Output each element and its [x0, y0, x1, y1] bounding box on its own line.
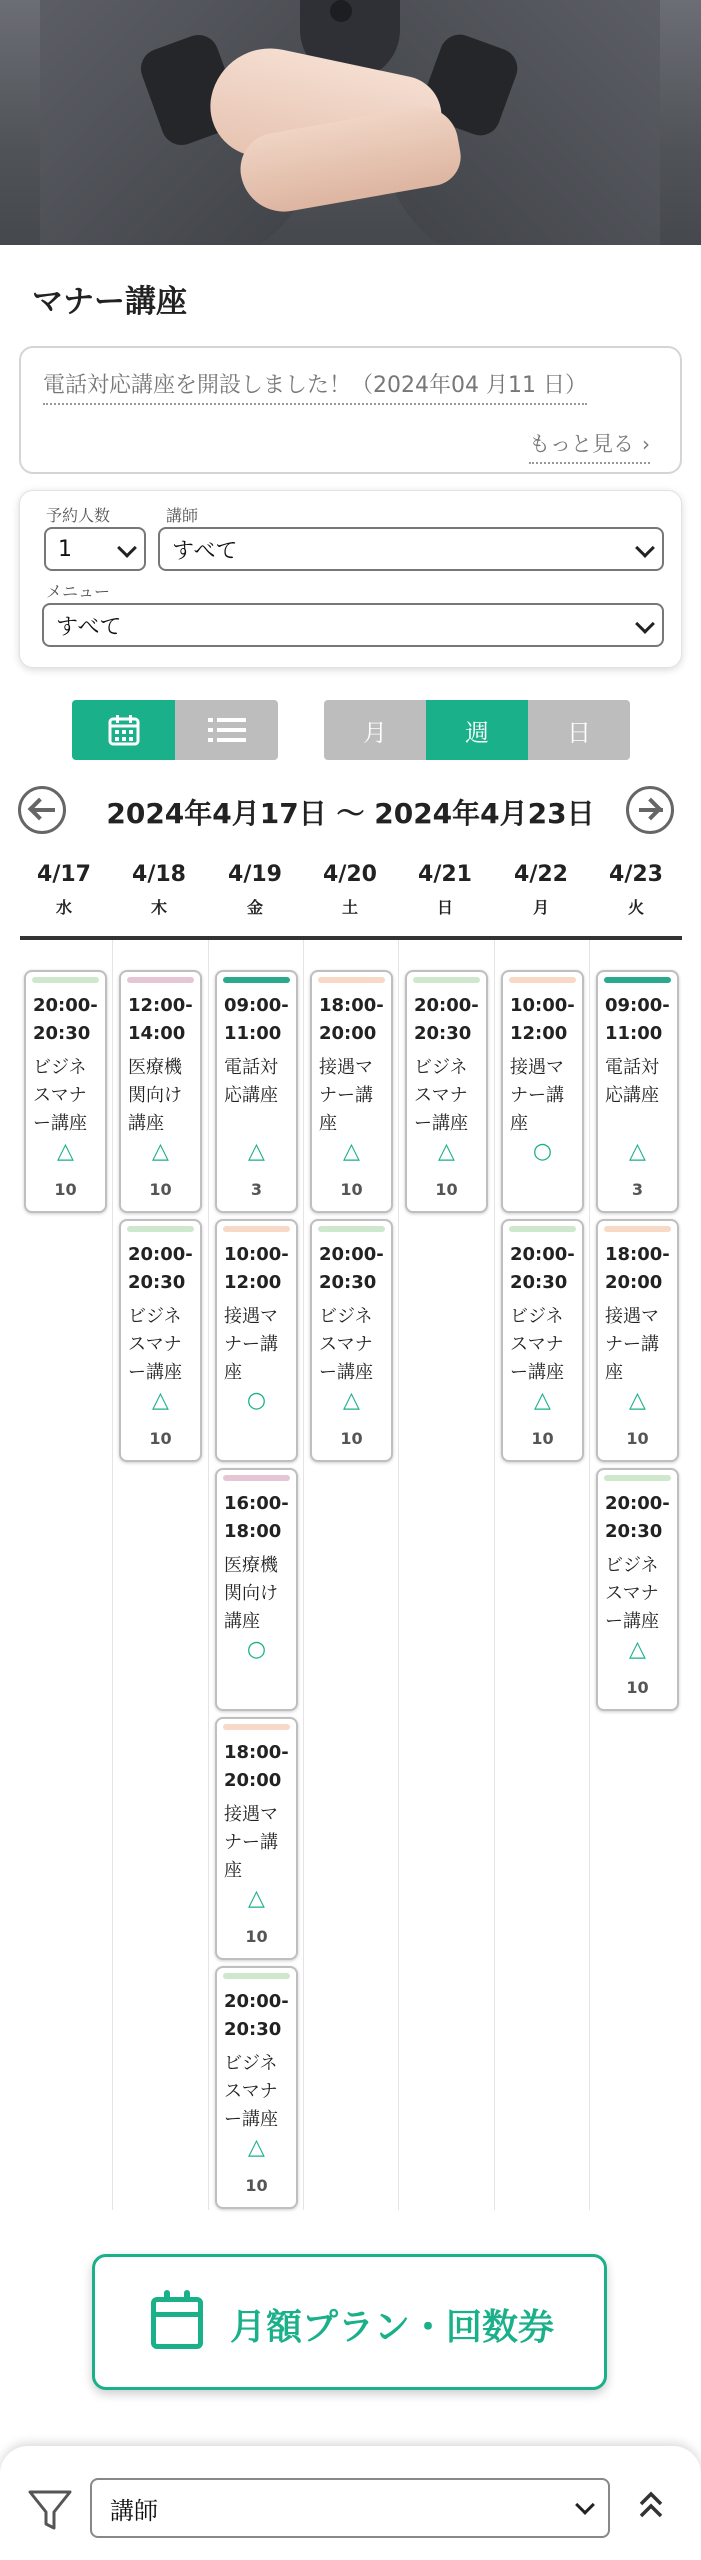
instructor-select-value: すべて: [172, 538, 238, 564]
day-date: 4/21: [418, 862, 472, 887]
availability-status: △: [343, 1139, 360, 1164]
slot-name: ビジネスマナー講座: [605, 1555, 659, 1632]
day-date: 4/17: [37, 862, 91, 887]
availability-status: △: [534, 1388, 551, 1413]
week-range: 2024年4月17日 〜 2024年4月23日: [106, 797, 595, 830]
day-weekday: 木: [150, 898, 167, 917]
remaining-count: 10: [340, 1180, 363, 1199]
monthly-plan-label: 月額プラン・回数券: [230, 2307, 555, 2348]
lesson-slot[interactable]: [215, 1966, 298, 2209]
day-weekday: 日: [436, 898, 453, 917]
lesson-slot[interactable]: [310, 1219, 393, 1462]
lesson-slot[interactable]: [24, 970, 107, 1213]
chevron-right-icon: ›: [642, 432, 650, 456]
slot-name: 接遇マナー講座: [605, 1306, 659, 1383]
slot-time: 10:00- 12:00: [510, 995, 575, 1044]
availability-status: △: [248, 2135, 265, 2160]
lesson-slot[interactable]: [596, 970, 679, 1213]
remaining-count: 10: [435, 1180, 458, 1199]
bottom-instructor-value: 講師: [110, 2496, 158, 2525]
category-bar: [127, 977, 194, 983]
day-weekday: 金: [246, 898, 263, 917]
lesson-slot[interactable]: [596, 1219, 679, 1462]
page-title: マナー講座: [32, 284, 187, 320]
lesson-slot[interactable]: [215, 1717, 298, 1960]
tab-week[interactable]: 週: [426, 700, 528, 760]
chevron-down-icon: [635, 614, 655, 634]
people-select-value: 1: [58, 536, 72, 562]
slot-name: ビジネスマナー講座: [319, 1306, 373, 1383]
calendar-icon: [107, 713, 141, 747]
people-label: 予約人数: [46, 506, 111, 525]
availability-status: ○: [532, 1139, 553, 1164]
chevron-down-icon: [117, 538, 137, 558]
arrow-right-head: [640, 798, 663, 821]
slot-name: ビジネスマナー講座: [414, 1057, 468, 1134]
day-header: [398, 862, 492, 918]
lesson-slot[interactable]: [119, 1219, 202, 1462]
remaining-count: 10: [54, 1180, 77, 1199]
lesson-slot[interactable]: [501, 1219, 584, 1462]
remaining-count: 10: [245, 2176, 268, 2195]
category-bar: [604, 1475, 671, 1481]
slot-time: 20:00- 20:30: [510, 1244, 575, 1293]
availability-status: △: [629, 1637, 646, 1662]
remaining-count: 10: [626, 1429, 649, 1448]
day-date: 4/23: [609, 862, 663, 887]
slot-time: 20:00- 20:30: [33, 995, 98, 1044]
slot-name: 電話対応講座: [605, 1057, 659, 1106]
day-header: [17, 862, 111, 918]
more-link-label: もっと見る: [529, 432, 634, 456]
slot-time: 18:00- 20:00: [224, 1742, 289, 1791]
day-header: [303, 862, 397, 918]
instructor-label: 講師: [166, 506, 199, 525]
category-bar: [223, 1973, 290, 1979]
menu-select-value: すべて: [56, 614, 122, 640]
category-bar: [127, 1226, 194, 1232]
list-icon: [208, 716, 246, 744]
column-divider: [208, 940, 209, 2210]
availability-status: ○: [246, 1388, 267, 1413]
category-bar: [413, 977, 480, 983]
availability-status: △: [152, 1388, 169, 1413]
day-date: 4/18: [132, 862, 186, 887]
slot-time: 10:00- 12:00: [224, 1244, 289, 1293]
double-chevron-up-icon[interactable]: [636, 2486, 666, 2526]
day-date: 4/20: [323, 862, 377, 887]
slot-name: ビジネスマナー講座: [33, 1057, 87, 1134]
column-divider: [398, 940, 399, 2210]
filter-panel: [19, 490, 682, 668]
menu-select[interactable]: [42, 603, 664, 647]
more-link[interactable]: [529, 428, 650, 464]
day-weekday: 火: [627, 898, 644, 917]
chevron-down-icon: [635, 538, 655, 558]
slot-name: 接遇マナー講座: [319, 1057, 373, 1134]
slot-time: 20:00- 20:30: [128, 1244, 193, 1293]
calendar-icon: [151, 2297, 203, 2349]
lesson-slot[interactable]: [310, 970, 393, 1213]
category-bar: [509, 1226, 576, 1232]
bottom-instructor-select[interactable]: [90, 2478, 610, 2538]
bottom-filter-bar: [0, 2446, 701, 2560]
tab-day[interactable]: 日: [528, 700, 630, 760]
column-divider: [303, 940, 304, 2210]
day-header: [494, 862, 588, 918]
calendar-view-button[interactable]: [72, 700, 175, 760]
news-box: [19, 346, 682, 474]
availability-status: △: [343, 1388, 360, 1413]
category-bar: [223, 977, 290, 983]
availability-status: ○: [246, 1637, 267, 1662]
slot-name: 接遇マナー講座: [224, 1804, 278, 1881]
slot-time: 18:00- 20:00: [605, 1244, 670, 1293]
remaining-count: 3: [250, 1180, 263, 1199]
lesson-slot[interactable]: [215, 1219, 298, 1462]
category-bar: [223, 1475, 290, 1481]
category-bar: [509, 977, 576, 983]
availability-status: △: [248, 1139, 265, 1164]
slot-time: 12:00- 14:00: [128, 995, 193, 1044]
slot-name: ビジネスマナー講座: [510, 1306, 564, 1383]
hero-coat-button: [330, 0, 352, 22]
day-date: 4/19: [228, 862, 282, 887]
filter-icon[interactable]: [26, 2486, 74, 2534]
column-divider: [589, 940, 590, 2210]
slot-name: 接遇マナー講座: [510, 1057, 564, 1134]
lesson-slot[interactable]: [596, 1468, 679, 1711]
remaining-count: 10: [245, 1927, 268, 1946]
lesson-slot[interactable]: [405, 970, 488, 1213]
category-bar: [604, 977, 671, 983]
slot-name: ビジネスマナー講座: [128, 1306, 182, 1383]
tab-month[interactable]: 月: [324, 700, 426, 760]
category-bar: [32, 977, 99, 983]
remaining-count: 10: [340, 1429, 363, 1448]
day-date: 4/22: [514, 862, 568, 887]
monthly-plan-button[interactable]: [92, 2254, 607, 2390]
news-text[interactable]: 電話対応講座を開設しました！（2024年04 月11 日）: [43, 368, 587, 405]
remaining-count: 10: [149, 1180, 172, 1199]
remaining-count: 10: [626, 1678, 649, 1697]
availability-status: △: [629, 1139, 646, 1164]
availability-status: △: [248, 1886, 265, 1911]
availability-status: △: [152, 1139, 169, 1164]
slot-time: 18:00- 20:00: [319, 995, 384, 1044]
list-view-button[interactable]: [175, 700, 278, 760]
slot-name: 電話対応講座: [224, 1057, 278, 1106]
hero-image: [0, 0, 701, 245]
slot-name: ビジネスマナー講座: [224, 2053, 278, 2130]
slot-time: 16:00- 18:00: [224, 1493, 289, 1542]
category-bar: [223, 1724, 290, 1730]
lesson-slot[interactable]: [119, 970, 202, 1213]
week-navigation: [0, 780, 701, 840]
calendar-header-divider: [20, 936, 682, 940]
remaining-count: 10: [531, 1429, 554, 1448]
availability-status: △: [438, 1139, 455, 1164]
category-bar: [318, 977, 385, 983]
column-divider: [494, 940, 495, 2210]
category-bar: [604, 1226, 671, 1232]
day-header: [112, 862, 206, 918]
slot-name: 医療機関向け講座: [224, 1555, 278, 1632]
people-select[interactable]: [44, 527, 146, 571]
slot-time: 09:00- 11:00: [605, 995, 670, 1044]
period-toggle: [324, 700, 630, 760]
slot-time: 20:00- 20:30: [414, 995, 479, 1044]
lesson-slot[interactable]: [215, 970, 298, 1213]
view-toggle: [72, 700, 278, 760]
slot-time: 20:00- 20:30: [224, 1991, 289, 2040]
column-divider: [112, 940, 113, 2210]
category-bar: [318, 1226, 385, 1232]
lesson-slot[interactable]: [215, 1468, 298, 1711]
lesson-slot[interactable]: [501, 970, 584, 1213]
day-weekday: 水: [55, 898, 72, 917]
chevron-down-icon: [575, 2495, 595, 2515]
slot-time: 09:00- 11:00: [224, 995, 289, 1044]
day-weekday: 土: [341, 898, 358, 917]
day-header: [589, 862, 683, 918]
next-week-button[interactable]: [626, 786, 674, 834]
slot-name: 医療機関向け講座: [128, 1057, 182, 1134]
availability-status: △: [629, 1388, 646, 1413]
day-header: [208, 862, 302, 918]
day-weekday: 月: [532, 898, 549, 917]
instructor-select[interactable]: [158, 527, 664, 571]
category-bar: [223, 1226, 290, 1232]
slot-time: 20:00- 20:30: [319, 1244, 384, 1293]
slot-time: 20:00- 20:30: [605, 1493, 670, 1542]
menu-label: メニュー: [46, 582, 111, 601]
remaining-count: 3: [631, 1180, 644, 1199]
availability-status: △: [57, 1139, 74, 1164]
slot-name: 接遇マナー講座: [224, 1306, 278, 1383]
remaining-count: 10: [149, 1429, 172, 1448]
